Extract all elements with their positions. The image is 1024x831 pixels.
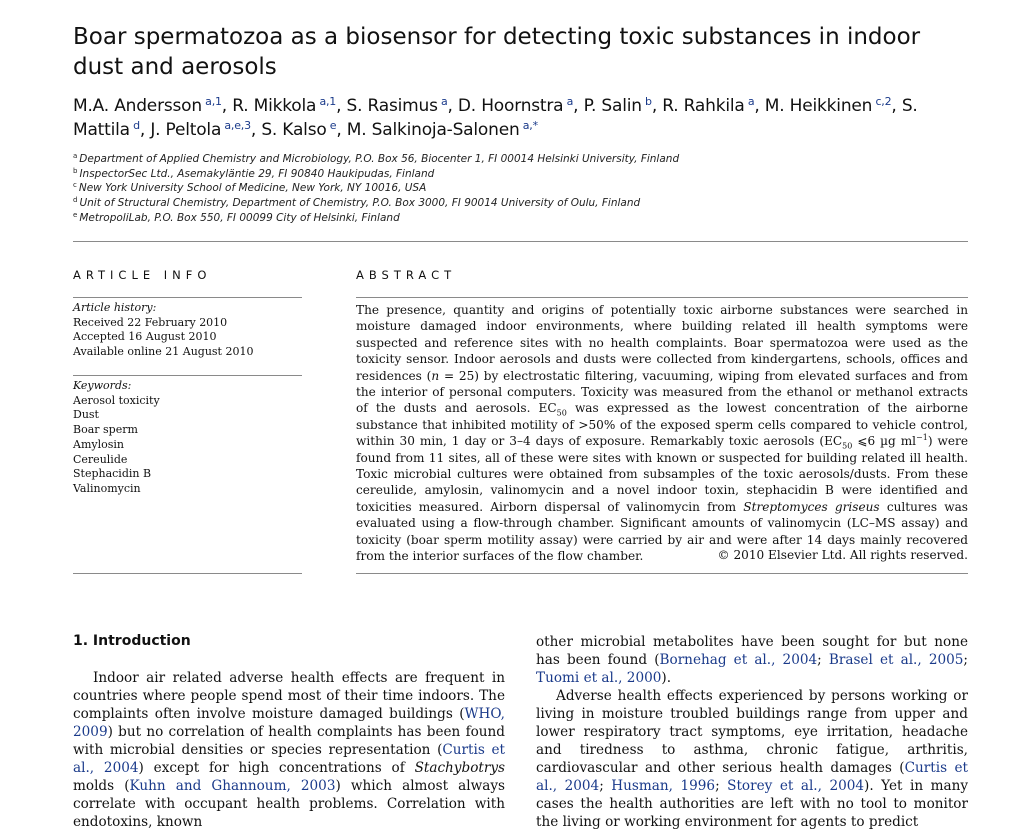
copyright-notice: © 2010 Elsevier Ltd. All rights reserved. (717, 548, 968, 562)
citation-link[interactable]: Curtis et al., 2004 (536, 760, 968, 794)
keyword-item: Cereulide (73, 452, 128, 466)
affiliation-key: e (73, 210, 78, 219)
author-name: R. Mikkola (232, 96, 317, 116)
affiliation-item (73, 167, 973, 182)
affiliation-text: Department of Applied Chemistry and Microbiology, P.O. Box 56, Biocenter 1, FI 00014 Helsinki University, Finland (79, 153, 680, 165)
author-affiliation-marker[interactable]: a,e,3 (224, 119, 251, 132)
author-name: R. Rahkila (662, 96, 745, 116)
header-divider (73, 241, 968, 242)
intro-text: ) but no correlation of health complaints has been found with microbial densities or species representation ( (73, 724, 505, 758)
abstract-span: = 25) by electrostatic filtering, vacuuming, wiping from elevated surfaces and from the interior of personal computers. Toxicity was measured from the ethanol or methanol extracts of the dusts and aerosols. EC (356, 368, 968, 416)
article-info-rule-bottom (73, 573, 302, 574)
intro-text: ; (963, 652, 969, 668)
intro-paragraph (73, 669, 505, 831)
article-info-rule-top (73, 297, 302, 298)
intro-paragraph (536, 633, 968, 687)
author-name: S. Rasimus (346, 96, 438, 116)
affiliation-text: New York University School of Medicine, New York, NY 10016, USA (78, 182, 427, 195)
citation-link[interactable]: Storey et al., 2004 (727, 778, 865, 794)
citation-link[interactable]: Kuhn and Ghannoum, 2003 (129, 778, 336, 794)
article-info-rule-mid (73, 375, 302, 376)
affiliation-key: a (73, 152, 78, 160)
author-name: S. Kalso (261, 120, 327, 140)
intro-text: other microbial metabolites have been sought for but none has been found ( (536, 634, 968, 668)
intro-right-column (536, 633, 968, 831)
keywords (73, 379, 303, 497)
author-separator: , (447, 96, 458, 116)
abstract-text (356, 302, 968, 565)
abstract-subscript: 50 (842, 441, 853, 451)
author-affiliation-marker[interactable]: a,1 (205, 95, 222, 108)
history-received: Received 22 February 2010 (73, 315, 228, 329)
intro-text: ; (599, 778, 612, 794)
abstract-span: The presence, quantity and origins of potentially toxic airborne substances were searched in moisture damaged indoor environments, where building related ill health symptoms were suspected and reference sites with no health complaints. Boar spermatozoa were used as the toxicity sensor. Indoor aerosols and dusts were collected from kindergartens, schools, offices and residences ( (356, 303, 968, 383)
intro-text: molds ( (73, 778, 130, 794)
author-list (73, 94, 973, 142)
author-separator: , (754, 96, 765, 116)
author-affiliation-marker[interactable]: a (440, 95, 448, 108)
author-separator: , (221, 96, 233, 116)
affiliation-text: MetropoliLab, P.O. Box 550, FI 00099 City of Helsinki, Finland (79, 211, 400, 224)
history-accepted: Accepted 16 August 2010 (73, 330, 217, 344)
intro-text: Adverse health effects experienced by persons working or living in moisture troubled buildings range from upper and lower respiratory tract symptoms, eye irritation, headache and tiredness to asthma, chronic fatigue, arthritis, cardiovascular and other serious health damages ( (536, 688, 968, 776)
abstract-rule-bottom (356, 573, 968, 574)
affiliation-key: d (73, 196, 78, 205)
article-info-heading: ARTICLE INFO (73, 268, 212, 282)
affiliation-key: c (73, 181, 77, 190)
affiliation-text: Unit of Structural Chemistry, Department of Chemistry, P.O. Box 3000, FI 90014 University of Oulu, Finland (79, 197, 641, 210)
intro-species-name: Stachybotrys (414, 760, 505, 776)
keywords-label: Keywords: (73, 379, 132, 392)
article-history-label: Article history: (73, 301, 157, 314)
author-affiliation-marker[interactable]: c,2 (875, 95, 892, 108)
author-affiliation-marker[interactable]: a,1 (319, 95, 337, 108)
citation-link[interactable]: Bornehag et al., 2004 (659, 652, 818, 668)
author-affiliation-marker[interactable]: a (747, 95, 755, 108)
affiliation-list (73, 152, 973, 226)
abstract-rule-top (356, 297, 968, 298)
affiliation-item (73, 152, 973, 167)
author-separator: , (336, 96, 347, 116)
citation-link[interactable]: WHO, 2009 (73, 706, 505, 740)
author-name: S. Mattila (73, 96, 918, 140)
author-separator: , (139, 120, 151, 140)
affiliation-item (73, 211, 973, 226)
author-separator: , (250, 120, 262, 140)
abstract-span: ) were found from 11 sites, all of these were sites with known or suspected for building related ill health. Toxic microbial cultures were obtained from subsamples of the toxic aerosols/dusts. From these cereulide, amylosin, valinomycin and a novel indoor toxin, stephacidin B were identified and toxicities measured. Airborn dispersal of valinomycin from (356, 434, 968, 514)
author-affiliation-marker[interactable]: a,* (522, 119, 538, 132)
keyword-item: Boar sperm (73, 423, 138, 437)
citation-link[interactable]: Curtis et al., 2004 (73, 742, 505, 776)
author-name: D. Hoornstra (457, 96, 564, 116)
affiliation-item (73, 181, 973, 196)
author-separator: , (651, 96, 663, 116)
author-name: P. Salin (583, 96, 642, 116)
abstract-subscript: 50 (556, 408, 567, 418)
citation-link[interactable]: Brasel et al., 2005 (828, 652, 964, 668)
intro-text: ). (661, 670, 672, 686)
author-affiliation-marker[interactable]: e (329, 119, 337, 132)
author-separator: , (573, 96, 584, 116)
intro-text: ). Yet in many cases the health authorities are left with no tool to monitor the living or working environment for agents to predict (536, 778, 969, 830)
abstract-n-variable: n (431, 368, 440, 383)
intro-text: ; (817, 652, 829, 668)
keyword-item: Valinomycin (73, 481, 141, 495)
citation-link[interactable]: Tuomi et al., 2000 (536, 670, 662, 686)
affiliation-key: b (73, 166, 78, 175)
author-name: M. Salkinoja-Salonen (346, 120, 520, 140)
intro-text: ) except for high concentrations of (138, 760, 415, 776)
abstract-span: cultures was evaluated using a flow-through chamber. Significant amounts of valinomycin (LC–MS assay) and toxicity (boar sperm motility assay) were carried by air and were after 14 days mainly recovered from the interior surfaces of the flow chamber. (356, 499, 968, 564)
author-name: M. Heikkinen (764, 96, 873, 116)
article-title: Boar spermatozoa as a biosensor for detecting toxic substances in indoor dust and aerosols (73, 24, 921, 80)
author-affiliation-marker[interactable]: b (645, 95, 652, 108)
abstract-span: was expressed as the lowest concentration of the airborne substance that inhibited motility of >50% of the exposed sperm cells compared to vehicle control, within 30 min, 1 day or 3–4 days of exposure. Remarkably toxic aerosols (EC (356, 401, 968, 449)
article-history (73, 301, 303, 360)
abstract-superscript: −1 (916, 433, 928, 443)
abstract-span: ⩽6 µg ml (852, 434, 917, 449)
keyword-item: Dust (73, 408, 99, 422)
abstract-species-name: Streptomyces griseus (743, 499, 880, 514)
affiliation-item (73, 196, 973, 211)
author-separator: , (336, 120, 347, 140)
author-separator: , (891, 96, 902, 116)
author-name: M.A. Andersson (73, 96, 202, 116)
author-name: J. Peltola (150, 120, 222, 140)
history-online: Available online 21 August 2010 (73, 345, 254, 359)
author-affiliation-marker[interactable]: d (133, 119, 140, 132)
abstract-heading: ABSTRACT (356, 268, 457, 282)
keyword-item: Aerosol toxicity (73, 393, 160, 407)
keyword-item: Stephacidin B (73, 467, 152, 481)
introduction-heading: 1. Introduction (73, 633, 191, 649)
keyword-item: Amylosin (73, 437, 124, 451)
intro-text: ; (715, 778, 728, 794)
intro-paragraph (536, 687, 968, 831)
affiliation-text: InspectorSec Ltd., Asemakyläntie 29, FI 90840 Haukipudas, Finland (79, 167, 435, 180)
citation-link[interactable]: Husman, 1996 (611, 778, 716, 794)
intro-left-column (73, 669, 505, 831)
intro-text: ) which almost always correlate with occupant health problems. Correlation with endotoxins, known (73, 778, 506, 830)
intro-text: Indoor air related adverse health effects are frequent in countries where people spend most of their time indoors. The complaints often involve moisture damaged buildings ( (73, 670, 505, 722)
author-affiliation-marker[interactable]: a (566, 95, 574, 108)
